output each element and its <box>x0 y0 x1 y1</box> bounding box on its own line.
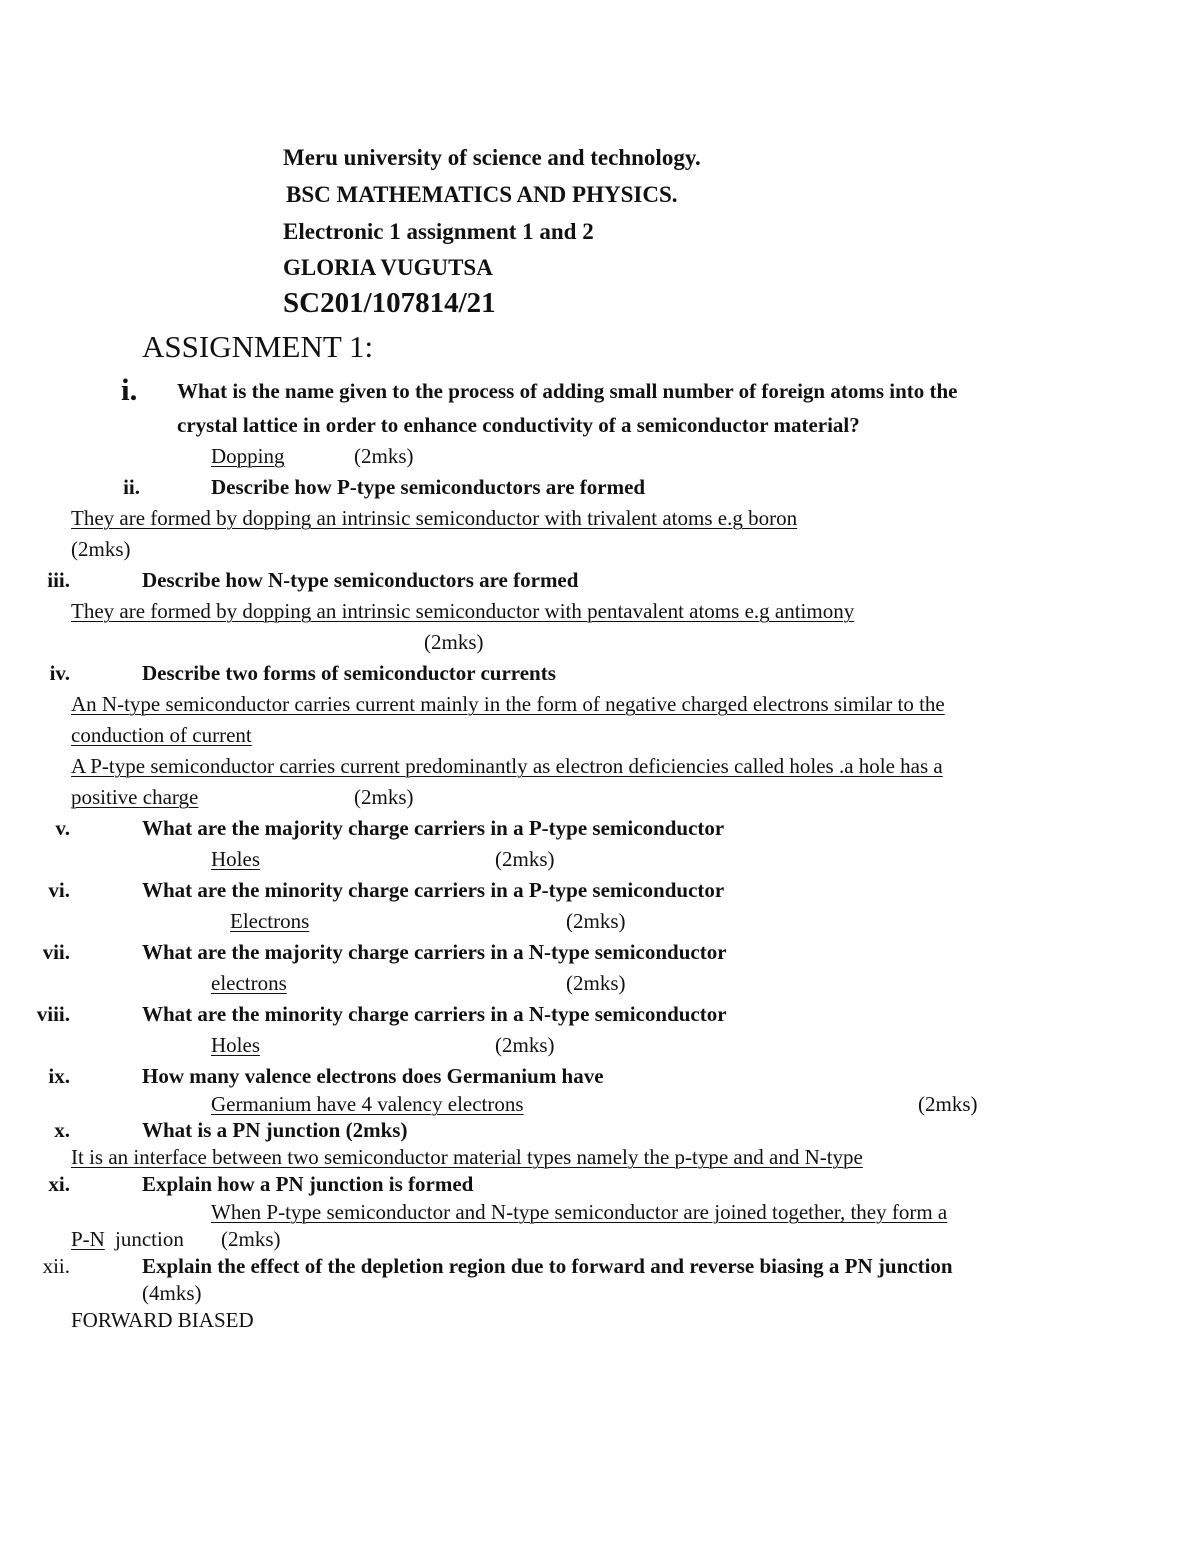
marks-label: (2mks) <box>566 909 626 933</box>
question-number: ii. <box>123 475 140 499</box>
question-number: xii. <box>42 1254 70 1278</box>
question-number: vi. <box>48 878 70 902</box>
question-number: iv. <box>49 661 70 685</box>
registration-number: SC201/107814/21 <box>283 287 496 319</box>
question-text: What is a PN junction (2mks) <box>142 1118 408 1142</box>
marks-label: (2mks) <box>221 1227 281 1251</box>
answer-text: P-N <box>71 1227 105 1251</box>
answer-text: Dopping <box>211 444 285 468</box>
question-number: x. <box>54 1118 70 1142</box>
question-number: v. <box>55 816 70 840</box>
answer-text: electrons <box>211 971 287 995</box>
question-text: Describe how N-type semiconductors are formed <box>142 568 579 592</box>
question-text: Describe how P-type semiconductors are formed <box>211 475 646 499</box>
answer-text: Germanium have 4 valency electrons <box>211 1092 524 1116</box>
question-number: iii. <box>47 568 70 592</box>
marks-label: (2mks) <box>71 537 131 561</box>
answer-text: An N-type semiconductor carries current mainly in the form of negative charged electrons similar to the <box>71 692 945 716</box>
question-text: Explain the effect of the depletion region due to forward and reverse biasing a PN junction <box>142 1254 953 1278</box>
marks-label: (2mks) <box>918 1092 978 1116</box>
student-name: GLORIA VUGUTSA <box>283 255 493 280</box>
answer-text: Holes <box>211 1033 260 1057</box>
question-number: vii. <box>42 940 70 964</box>
answer-text: conduction of current <box>71 723 252 747</box>
marks-label: (2mks) <box>354 444 414 468</box>
section-subheading: FORWARD BIASED <box>71 1308 254 1332</box>
marks-label: (4mks) <box>142 1281 202 1305</box>
question-text: What are the majority charge carriers in a P-type semiconductor <box>142 816 725 840</box>
question-text: What is the name given to the process of adding small number of foreign atoms into the <box>177 379 958 403</box>
marks-label: (2mks) <box>354 785 414 809</box>
answer-text: Electrons <box>230 909 310 933</box>
question-text: Explain how a PN junction is formed <box>142 1172 474 1196</box>
answer-text: A P-type semiconductor carries current predominantly as electron deficiencies called holes .a hole has a <box>71 754 943 778</box>
question-number: ix. <box>48 1064 70 1088</box>
question-text: How many valence electrons does Germanium have <box>142 1064 604 1088</box>
question-text: What are the minority charge carriers in a N-type semiconductor <box>142 1002 727 1026</box>
question-text: What are the majority charge carriers in a N-type semiconductor <box>142 940 727 964</box>
answer-text: junction <box>115 1227 184 1251</box>
marks-label: (2mks) <box>424 630 484 654</box>
question-text: crystal lattice in order to enhance conductivity of a semiconductor material? <box>177 413 860 437</box>
answer-text: positive charge <box>71 785 199 809</box>
answer-text: They are formed by dopping an intrinsic semiconductor with trivalent atoms e.g boron <box>71 506 798 530</box>
marks-label: (2mks) <box>566 971 626 995</box>
question-text: What are the minority charge carriers in a P-type semiconductor <box>142 878 725 902</box>
marks-label: (2mks) <box>495 847 555 871</box>
program-name: BSC MATHEMATICS AND PHYSICS. <box>286 182 678 207</box>
university-name: Meru university of science and technology. <box>283 145 701 170</box>
answer-text: Holes <box>211 847 260 871</box>
answer-text: They are formed by dopping an intrinsic semiconductor with pentavalent atoms e.g antimony <box>71 599 855 623</box>
marks-label: (2mks) <box>495 1033 555 1057</box>
assignment-title: ASSIGNMENT 1: <box>142 329 374 364</box>
question-number: viii. <box>36 1002 70 1026</box>
answer-text: It is an interface between two semiconductor material types namely the p-type and and N-type <box>71 1145 863 1169</box>
question-number: xi. <box>48 1172 70 1196</box>
question-text: Describe two forms of semiconductor currents <box>142 661 556 685</box>
course-title: Electronic 1 assignment 1 and 2 <box>283 219 594 244</box>
answer-text: When P-type semiconductor and N-type semiconductor are joined together, they form a <box>211 1200 948 1224</box>
question-number: i. <box>121 372 138 407</box>
